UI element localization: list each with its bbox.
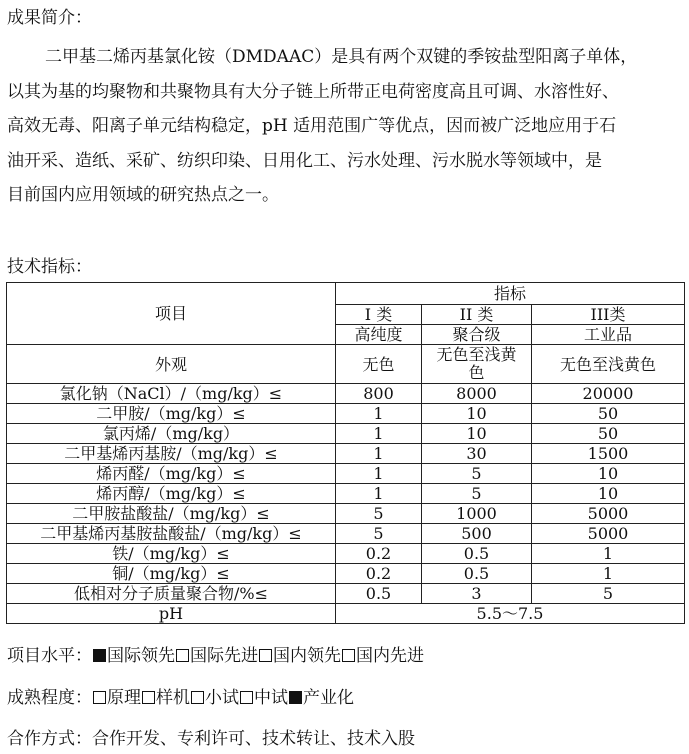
class-header: II 类 xyxy=(422,305,532,325)
spec-value: 800 xyxy=(336,384,422,404)
option-label: 国际先进 xyxy=(190,646,258,666)
spec-label: 烯丙醛/（mg/kg）≤ xyxy=(7,464,336,484)
ph-label: pH xyxy=(7,604,336,624)
summary-paragraph xyxy=(7,40,683,213)
spec-value: 5000 xyxy=(532,504,685,524)
spec-value: 5 xyxy=(422,464,532,484)
appearance-label: 外观 xyxy=(7,345,336,384)
spec-label: 铁/（mg/kg）≤ xyxy=(7,544,336,564)
spec-value: 10 xyxy=(532,464,685,484)
spec-value: 10 xyxy=(422,404,532,424)
spec-value: 20000 xyxy=(532,384,685,404)
option-label: 国内先进 xyxy=(356,646,424,666)
option-label: 国际领先 xyxy=(107,646,175,666)
spec-value: 1 xyxy=(336,444,422,464)
spec-value: 0.5 xyxy=(336,584,422,604)
spec-value: 5 xyxy=(336,504,422,524)
spec-row xyxy=(7,544,685,564)
cooperation-line xyxy=(7,728,415,750)
checked-box-icon[interactable] xyxy=(93,649,106,662)
spec-value: 5 xyxy=(336,524,422,544)
spec-label: 氯化钠（NaCl）/（mg/kg）≤ xyxy=(7,384,336,404)
option-label: 小试 xyxy=(205,688,239,708)
spec-value: 5000 xyxy=(532,524,685,544)
spec-value: 0.5 xyxy=(422,544,532,564)
spec-label: 氯丙烯/（mg/kg） xyxy=(7,424,336,444)
spec-row xyxy=(7,504,685,524)
appearance-value: 无色至浅黄色 xyxy=(422,345,532,384)
class-header: III类 xyxy=(532,305,685,325)
spec-row xyxy=(7,424,685,444)
spec-row xyxy=(7,484,685,504)
spec-row xyxy=(7,444,685,464)
item-header: 项目 xyxy=(7,283,336,345)
spec-row xyxy=(7,404,685,424)
spec-label: 二甲胺盐酸盐/（mg/kg）≤ xyxy=(7,504,336,524)
option-label: 样机 xyxy=(156,688,190,708)
project-level-line xyxy=(7,645,424,667)
spec-value: 1 xyxy=(336,424,422,444)
grade-header: 高纯度 xyxy=(336,325,422,345)
spec-value: 1 xyxy=(532,544,685,564)
spec-row xyxy=(7,564,685,584)
summary-line: 油开采、造纸、采矿、纺织印染、日用化工、污水处理、污水脱水等领域中，是 xyxy=(7,150,602,171)
unchecked-box-icon[interactable] xyxy=(142,691,155,704)
checked-box-icon[interactable] xyxy=(289,691,302,704)
tech-heading: 技术指标： xyxy=(7,257,92,277)
spec-rows xyxy=(7,384,685,604)
spec-value: 0.2 xyxy=(336,544,422,564)
option-label: 国内领先 xyxy=(273,646,341,666)
spec-value: 5 xyxy=(422,484,532,504)
spec-value: 5 xyxy=(532,584,685,604)
summary-line: 二甲基二烯丙基氯化铵（DMDAAC）是具有两个双键的季铵盐型阳离子单体， xyxy=(45,47,638,67)
spec-value: 10 xyxy=(532,484,685,504)
appearance-value: 无色至浅黄色 xyxy=(532,345,685,384)
unchecked-box-icon[interactable] xyxy=(93,691,106,704)
spec-value: 0.2 xyxy=(336,564,422,584)
spec-value: 3 xyxy=(422,584,532,604)
spec-label: 二甲基烯丙基胺盐酸盐/（mg/kg）≤ xyxy=(7,524,336,544)
spec-value: 1500 xyxy=(532,444,685,464)
spec-table xyxy=(6,282,685,624)
spec-value: 500 xyxy=(422,524,532,544)
spec-row xyxy=(7,584,685,604)
summary-line: 以其为基的均聚物和共聚物具有大分子链上所带正电荷密度高且可调、水溶性好、 xyxy=(7,81,619,102)
summary-line: 目前国内应用领域的研究热点之一。 xyxy=(7,185,279,205)
project-level-label: 项目水平： xyxy=(7,646,92,666)
spec-label: 二甲胺/（mg/kg）≤ xyxy=(7,404,336,424)
spec-value: 1 xyxy=(336,464,422,484)
option-label: 中试 xyxy=(254,688,288,708)
maturity-label: 成熟程度： xyxy=(7,688,92,708)
spec-value: 50 xyxy=(532,404,685,424)
spec-value: 1000 xyxy=(422,504,532,524)
spec-value: 50 xyxy=(532,424,685,444)
cooperation-value: 合作开发、专利许可、技术转让、技术入股 xyxy=(92,729,415,749)
spec-row xyxy=(7,464,685,484)
index-header: 指标 xyxy=(336,283,685,305)
unchecked-box-icon[interactable] xyxy=(342,649,355,662)
spec-value: 1 xyxy=(532,564,685,584)
spec-label: 铜/（mg/kg）≤ xyxy=(7,564,336,584)
grade-header: 工业品 xyxy=(532,325,685,345)
maturity-options xyxy=(92,688,354,708)
ph-value: 5.5～7.5 xyxy=(336,604,685,624)
spec-label: 二甲基烯丙基胺/（mg/kg）≤ xyxy=(7,444,336,464)
spec-value: 1 xyxy=(336,484,422,504)
unchecked-box-icon[interactable] xyxy=(259,649,272,662)
spec-value: 8000 xyxy=(422,384,532,404)
option-label: 产业化 xyxy=(303,688,354,708)
grade-header: 聚合级 xyxy=(422,325,532,345)
spec-row xyxy=(7,384,685,404)
spec-label: 烯丙醇/（mg/kg）≤ xyxy=(7,484,336,504)
spec-value: 30 xyxy=(422,444,532,464)
summary-line: 高效无毒、阳离子单元结构稳定，pH 适用范围广等优点，因而被广泛地应用于石 xyxy=(7,116,617,136)
class-header: I 类 xyxy=(336,305,422,325)
spec-value: 1 xyxy=(336,404,422,424)
unchecked-box-icon[interactable] xyxy=(191,691,204,704)
cooperation-label: 合作方式： xyxy=(7,729,92,749)
option-label: 原理 xyxy=(107,688,141,708)
spec-label: 低相对分子质量聚合物/%≤ xyxy=(7,584,336,604)
spec-value: 10 xyxy=(422,424,532,444)
unchecked-box-icon[interactable] xyxy=(176,649,189,662)
appearance-value: 无色 xyxy=(336,345,422,384)
summary-heading: 成果简介： xyxy=(7,8,92,28)
project-level-options xyxy=(92,646,424,666)
maturity-line xyxy=(7,687,354,709)
unchecked-box-icon[interactable] xyxy=(240,691,253,704)
spec-row xyxy=(7,524,685,544)
spec-value: 0.5 xyxy=(422,564,532,584)
